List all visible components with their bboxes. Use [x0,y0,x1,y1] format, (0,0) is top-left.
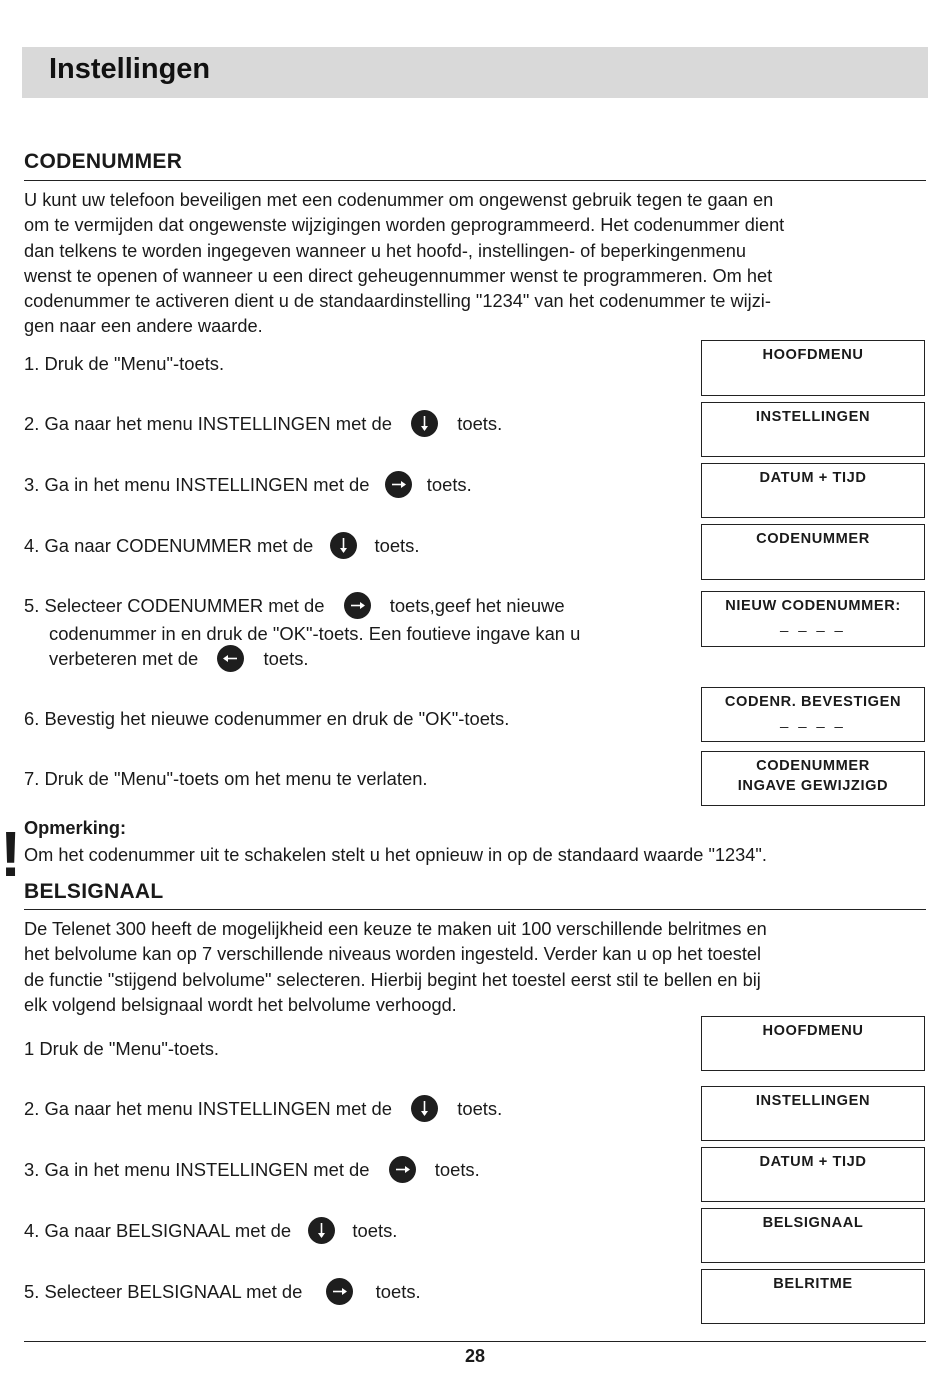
step-2 [24,1096,502,1124]
page-title: Instellingen [49,53,211,85]
display-text: CODENUMMER [756,758,870,774]
intro-line: U kunt uw telefoon beveiligen met een codenummer om ongewenst gebruik tegen te gaan en [24,190,774,210]
warning-mark: ! [0,818,22,890]
display-text: BELSIGNAAL [762,1215,864,1231]
step-3 [24,472,472,500]
page-number: 28 [464,1346,486,1366]
step-1 [24,351,224,377]
display-screen [701,340,925,396]
step-text: toets. [375,1281,421,1302]
step-text: 2. Ga naar het menu INSTELLINGEN met de [24,1098,392,1119]
step-text: toets. [457,413,503,434]
intro-line: om te vermijden dat ongewenste wijzigingen worden geprogrammeerd. Het codenummer dient [24,215,785,236]
right-key-icon [389,1156,416,1183]
section-divider [24,909,926,910]
intro-line: De Telenet 300 heeft de mogelijkheid een keuze te maken uit 100 verschillende belritmes en [24,919,767,939]
step-5 [24,1279,421,1307]
display-screen [701,1086,925,1141]
display-text: CODENR. BEVESTIGEN [724,694,902,710]
step-text: 1 Druk de "Menu"-toets. [24,1038,220,1059]
step-1 [24,1036,219,1062]
display-text: BELRITME [773,1276,853,1292]
intro-line: elk volgend belsignaal wordt het belvolume verhoogd. [24,994,457,1015]
right-key-icon [326,1278,353,1305]
display-text: HOOFDMENU [762,347,864,363]
step-4 [24,1218,397,1246]
display-text: HOOFDMENU [762,1023,864,1039]
step-text: 7. Druk de "Menu"-toets om het menu te verlaten. [24,768,428,789]
step-text: 2. Ga naar het menu INSTELLINGEN met de [24,413,392,434]
display-screen [701,402,925,457]
step-text: 4. Ga naar CODENUMMER met de [24,535,314,556]
display-screen [701,591,925,647]
step-text: 5. Selecteer CODENUMMER met de [24,595,325,616]
note-label: Opmerking: [24,818,127,838]
down-key-icon [308,1217,335,1244]
right-key-icon [385,471,412,498]
step-text: 6. Bevestig het nieuwe codenummer en druk de "OK"-toets. [24,708,510,729]
display-screen [701,751,925,806]
step-text: codenummer in en druk de "OK"-toets. Een foutieve ingave kan u [49,622,581,644]
down-key-icon [411,410,438,437]
display-text: _ _ _ _ [780,713,846,729]
section-title-codenummer: CODENUMMER [24,150,183,173]
step-5 [24,593,580,674]
down-key-icon [411,1095,438,1122]
display-text: NIEUW CODENUMMER: [725,598,901,614]
step-3 [24,1157,480,1185]
section-divider [24,180,926,181]
step-text: toets. [426,474,472,495]
codenummer-intro [24,188,926,340]
step-text: verbeteren met de [49,648,199,670]
step-text: 4. Ga naar BELSIGNAAL met de [24,1220,292,1241]
display-screen [701,463,925,518]
header-bar [22,47,928,98]
display-text: CODENUMMER [756,531,870,547]
display-text: DATUM + TIJD [759,1154,867,1170]
intro-line: gen naar een andere waarde. [24,316,263,337]
step-text: toets. [374,535,420,556]
left-key-icon [217,645,244,672]
step-7 [24,766,428,792]
step-text: toets,geef het nieuwe [389,595,565,616]
down-key-icon [330,532,357,559]
step-text: toets. [263,648,309,670]
intro-line: het belvolume kan op 7 verschillende niveaus worden ingesteld. Verder kan u op het toestel [24,944,762,965]
display-text: _ _ _ _ [780,617,846,633]
right-key-icon [344,592,371,619]
intro-line: de functie "stijgend belvolume" selecteren. Hierbij begint het toestel eerst stil te bellen en bij [24,969,761,990]
belsignaal-intro [24,917,926,1018]
intro-line: codenummer te activeren dient u de standaardinstelling "1234" van het codenummer te wijzi- [24,291,771,312]
step-text: 5. Selecteer BELSIGNAAL met de [24,1281,303,1302]
step-text: 3. Ga in het menu INSTELLINGEN met de [24,1159,370,1180]
section-title-belsignaal: BELSIGNAAL [24,880,164,903]
step-text: 1. Druk de "Menu"-toets. [24,353,225,374]
display-screen [701,1016,925,1071]
display-text: INSTELLINGEN [755,1093,871,1109]
display-text: INGAVE GEWIJZIGD [737,778,889,794]
display-screen [701,1269,925,1324]
display-text: DATUM + TIJD [759,470,867,486]
step-6 [24,706,509,732]
intro-line: dan telkens te worden ingegeven wanneer u het hoofd-, instellingen- of beperkingenmenu [24,240,746,261]
note-text: Om het codenummer uit te schakelen stelt u het opnieuw in op de standaard waarde "1234". [24,845,767,865]
step-text: toets. [434,1159,480,1180]
display-screen [701,687,925,742]
step-4 [24,533,419,561]
display-screen [701,1147,925,1202]
intro-line: wenst te openen of wanneer u een direct geheugennummer wenst te programmeren. Om het [24,265,773,286]
footer-divider [24,1341,926,1342]
display-text: INSTELLINGEN [755,409,871,425]
step-2 [24,411,502,439]
step-text: toets. [457,1098,503,1119]
step-text: 3. Ga in het menu INSTELLINGEN met de [24,474,370,495]
display-screen [701,1208,925,1263]
step-text: toets. [352,1220,398,1241]
display-screen [701,524,925,580]
